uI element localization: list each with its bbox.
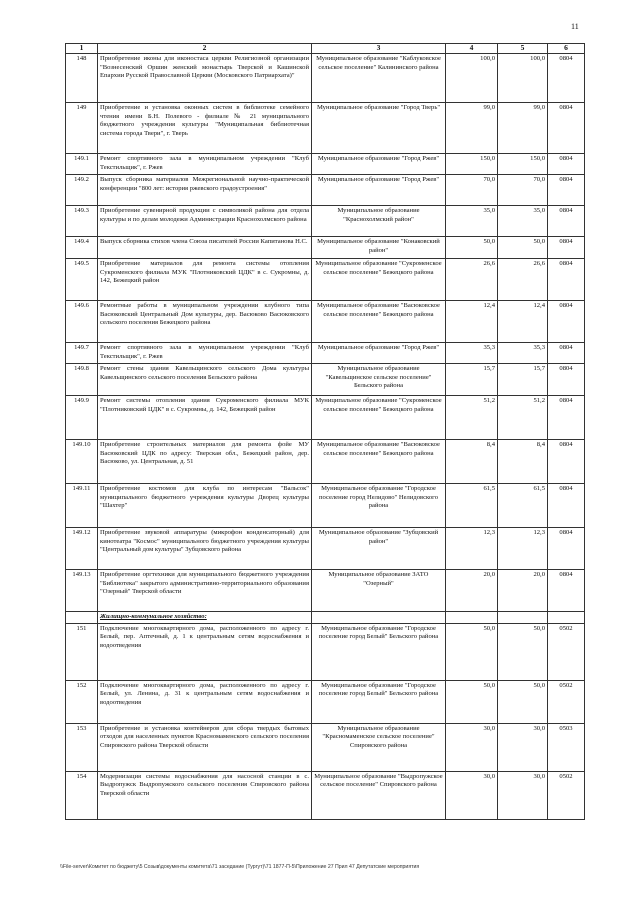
row-number: 149.9 (66, 396, 98, 440)
header-col-1: 1 (66, 44, 98, 54)
row-recipient: Муниципальное образование "Зубцовский район" (312, 528, 446, 570)
row-recipient: Муниципальное образование "Васюковское сельское поселение" Бежецкого района (312, 440, 446, 484)
row-code: 0503 (548, 723, 585, 771)
row-code: 0804 (548, 237, 585, 259)
row-value-2: 51,2 (498, 396, 548, 440)
row-recipient: Муниципальное образование "Городское поселение город Белый" Бельского района (312, 680, 446, 723)
table-row (66, 570, 585, 612)
row-code: 0804 (548, 484, 585, 528)
row-value-2: 50,0 (498, 237, 548, 259)
row-value-1: 12,4 (446, 301, 498, 343)
row-code: 0804 (548, 364, 585, 396)
row-number: 148 (66, 54, 98, 103)
row-code: 0804 (548, 154, 585, 175)
table-row (66, 206, 585, 237)
row-description: Приобретение и установка оконных систем в библиотеке семейного чтения имени Б.Н. Полевого - филиале № 21 муниципального бюджетного учреждения культуры "Муниципальная библиотечная система города Твери", г. Тверь (98, 103, 312, 154)
row-number: 149.6 (66, 301, 98, 343)
row-description: Выпуск сборника стихов члена Союза писателей России Капитанова Н.С. (98, 237, 312, 259)
table-row (66, 528, 585, 570)
header-col-5: 5 (498, 44, 548, 54)
row-recipient: Муниципальное образование "Выдропужское сельское поселение" Спировского района (312, 771, 446, 819)
row-number: 149.11 (66, 484, 98, 528)
row-value-1: 12,3 (446, 528, 498, 570)
row-value-2: 150,0 (498, 154, 548, 175)
row-value-2: 50,0 (498, 680, 548, 723)
row-value-2: 61,5 (498, 484, 548, 528)
table-row (66, 54, 585, 103)
row-description: Приобретение звуковой аппаратуры (микрофон конденсаторный) для кинотеатра "Космос" муниципального бюджетного учреждения культуры "Центральный дом культуры" Зубцовского района (98, 528, 312, 570)
table-row (66, 623, 585, 680)
row-recipient: Муниципальное образование "Каблуковское сельское поселение" Калининского района (312, 54, 446, 103)
row-description: Приобретение костюмов для клуба по интересам "Вальсок" муниципального бюджетного учреждения культуры Дворец культуры "Шахтер" (98, 484, 312, 528)
row-value-1: 50,0 (446, 237, 498, 259)
row-value-1: 26,6 (446, 259, 498, 301)
row-code: 0804 (548, 206, 585, 237)
budget-table (65, 43, 585, 820)
row-description: Ремонт спортивного зала в муниципальном учреждении "Клуб Текстильщик", г. Ржев (98, 154, 312, 175)
section-row (66, 612, 585, 624)
header-col-4: 4 (446, 44, 498, 54)
row-value-2: 8,4 (498, 440, 548, 484)
row-number: 154 (66, 771, 98, 819)
row-description: Ремонт системы отопления здания Сукроменского филиала МУК "Плотниковский ЦДК" в с. Сукромны, д. 142, Бежецкий район (98, 396, 312, 440)
row-value-2: 50,0 (498, 623, 548, 680)
row-recipient: Муниципальное образование "Васюковское сельское поселение" Бежецкого района (312, 301, 446, 343)
row-value-1: 15,7 (446, 364, 498, 396)
row-recipient: Муниципальное образование "Краснохолмский район" (312, 206, 446, 237)
row-value-2: 26,6 (498, 259, 548, 301)
row-description: Приобретение материалов для ремонта системы отопления Сукроменского филиала МУК "Плотниковский ЦДК" в с. Сукромны, д. 142, Бежецкий район (98, 259, 312, 301)
row-value-1: 70,0 (446, 175, 498, 206)
row-code: 0502 (548, 680, 585, 723)
row-value-1: 99,0 (446, 103, 498, 154)
row-recipient: Муниципальное образование "Город Тверь" (312, 103, 446, 154)
section-empty-cell (548, 612, 585, 624)
row-value-2: 100,0 (498, 54, 548, 103)
row-description: Приобретение строительных материалов для ремонта фойе МУ Васюковский ЦДК по адресу: Тверская обл., Бежецкий район, дер. Васюково, ул. Центральная, д. 51 (98, 440, 312, 484)
row-value-1: 50,0 (446, 680, 498, 723)
row-value-1: 61,5 (446, 484, 498, 528)
row-description: Приобретение и установка контейнеров для сбора твердых бытовых отходов для населенных пунктов Красномаменского сельского поселения Спировского района Тверской области (98, 723, 312, 771)
row-number: 149.10 (66, 440, 98, 484)
row-description: Приобретение иконы для иконостаса церкви Религиозной организации "Вознесенский Оршин женский монастырь Тверской и Кашинской Епархии Русской Православной Церкви (Московского Патриархата)" (98, 54, 312, 103)
section-empty-cell (312, 612, 446, 624)
row-code: 0502 (548, 623, 585, 680)
row-recipient: Муниципальное образование "Сукроменское сельское поселение" Бежецкого района (312, 396, 446, 440)
header-col-6: 6 (548, 44, 585, 54)
row-number: 149.12 (66, 528, 98, 570)
row-number: 149.1 (66, 154, 98, 175)
row-code: 0804 (548, 175, 585, 206)
row-number: 153 (66, 723, 98, 771)
row-number: 149 (66, 103, 98, 154)
row-code: 0804 (548, 103, 585, 154)
row-number: 149.4 (66, 237, 98, 259)
row-number: 151 (66, 623, 98, 680)
table-row (66, 484, 585, 528)
row-code: 0804 (548, 54, 585, 103)
row-description: Подключение многоквартирного дома, расположенного по адресу г. Белый, пер. Аптечный, д. 1 к центральным сетям водоснабжения и водоотведения (98, 623, 312, 680)
row-value-1: 51,2 (446, 396, 498, 440)
table-row (66, 237, 585, 259)
row-value-2: 70,0 (498, 175, 548, 206)
row-recipient: Муниципальное образование "Конаковский район" (312, 237, 446, 259)
row-value-1: 30,0 (446, 723, 498, 771)
row-value-1: 100,0 (446, 54, 498, 103)
header-row (66, 44, 585, 54)
row-code: 0804 (548, 396, 585, 440)
row-description: Модернизация системы водоснабжения для насосной станции в с. Выдропужск Выдропужского сельского поселения Спировского района Тверской области (98, 771, 312, 819)
row-value-1: 35,3 (446, 343, 498, 364)
table-row (66, 343, 585, 364)
row-description: Выпуск сборника материалов Межрегиональной научно-практической конференции "800 лет: история ржевского градоустроения" (98, 175, 312, 206)
row-recipient: Муниципальное образование "Красномаменское сельское поселение" Спировского района (312, 723, 446, 771)
table-row (66, 175, 585, 206)
table-row (66, 771, 585, 819)
row-value-2: 30,0 (498, 723, 548, 771)
table-row (66, 440, 585, 484)
row-number: 149.3 (66, 206, 98, 237)
file-path-footer: \\File-server\Комитет по бюджету\5 Созыв\документы комитета\71 заседание (Тургут)\71 1877-П-5\Приложение 27 Прил 47 Депутатские мероприятия (60, 864, 420, 870)
row-number: 149.7 (66, 343, 98, 364)
row-code: 0804 (548, 440, 585, 484)
row-code: 0804 (548, 570, 585, 612)
row-recipient: Муниципальное образование "Городское поселение город Белый" Бельского района (312, 623, 446, 680)
table-row (66, 364, 585, 396)
row-recipient: Муниципальное образование "Кавельщинское сельское поселение" Бельского района (312, 364, 446, 396)
row-value-1: 50,0 (446, 623, 498, 680)
row-recipient: Муниципальное образование "Город Ржев" (312, 154, 446, 175)
table-row (66, 103, 585, 154)
row-code: 0804 (548, 528, 585, 570)
row-value-2: 15,7 (498, 364, 548, 396)
page-number: 11 (571, 22, 579, 31)
row-recipient: Муниципальное образование "Городское поселение город Нелидово" Нелидовского района (312, 484, 446, 528)
row-value-2: 35,3 (498, 343, 548, 364)
row-number: 149.5 (66, 259, 98, 301)
table-row (66, 396, 585, 440)
row-value-2: 20,0 (498, 570, 548, 612)
table-row (66, 259, 585, 301)
row-description: Подключение многоквартирного дома, расположенного по адресу г. Белый, ул. Ленина, д. 31 к центральным сетям водоснабжения и водоотведения (98, 680, 312, 723)
row-value-1: 30,0 (446, 771, 498, 819)
header-col-3: 3 (312, 44, 446, 54)
row-description: Приобретение оргтехники для муниципального бюджетного учреждения "Библиотека" закрытого административно-территориального образования "Озерный" Тверской области (98, 570, 312, 612)
row-code: 0502 (548, 771, 585, 819)
section-empty-cell (446, 612, 498, 624)
row-number: 149.2 (66, 175, 98, 206)
header-col-2: 2 (98, 44, 312, 54)
row-number: 149.8 (66, 364, 98, 396)
section-title: Жилищно-коммунальное хозяйство: (98, 612, 312, 624)
row-value-1: 20,0 (446, 570, 498, 612)
row-value-1: 150,0 (446, 154, 498, 175)
row-number: 152 (66, 680, 98, 723)
row-description: Ремонт спортивного зала в муниципальном учреждении "Клуб Текстильщик", г. Ржев (98, 343, 312, 364)
row-description: Ремонт стены здания Кавельщинского сельского Дома культуры Кавельщинского сельского поселения Бельского района (98, 364, 312, 396)
row-number: 149.13 (66, 570, 98, 612)
row-recipient: Муниципальное образование "Сукроменское сельское поселение" Бежецкого района (312, 259, 446, 301)
row-code: 0804 (548, 343, 585, 364)
row-recipient: Муниципальное образование "Город Ржев" (312, 175, 446, 206)
table-row (66, 723, 585, 771)
row-value-1: 8,4 (446, 440, 498, 484)
row-description: Ремонтные работы в муниципальном учреждении клубного типа Васюковский Центральный Дом культуры, дер. Васюково Васюковского сельского поселения Бежецкого района (98, 301, 312, 343)
table-row (66, 154, 585, 175)
row-recipient: Муниципальное образование "Город Ржев" (312, 343, 446, 364)
row-code: 0804 (548, 301, 585, 343)
row-value-2: 35,0 (498, 206, 548, 237)
section-empty-cell (498, 612, 548, 624)
row-value-2: 12,3 (498, 528, 548, 570)
table-row (66, 301, 585, 343)
row-value-2: 30,0 (498, 771, 548, 819)
row-code: 0804 (548, 259, 585, 301)
table-row (66, 680, 585, 723)
row-value-2: 12,4 (498, 301, 548, 343)
row-value-1: 35,0 (446, 206, 498, 237)
section-number-cell (66, 612, 98, 624)
row-description: Приобретение сувенирной продукции с символикой района для отдела культуры и по делам молодежи Администрации Краснохолмского района (98, 206, 312, 237)
row-value-2: 99,0 (498, 103, 548, 154)
row-recipient: Муниципальное образование ЗАТО "Озерный" (312, 570, 446, 612)
